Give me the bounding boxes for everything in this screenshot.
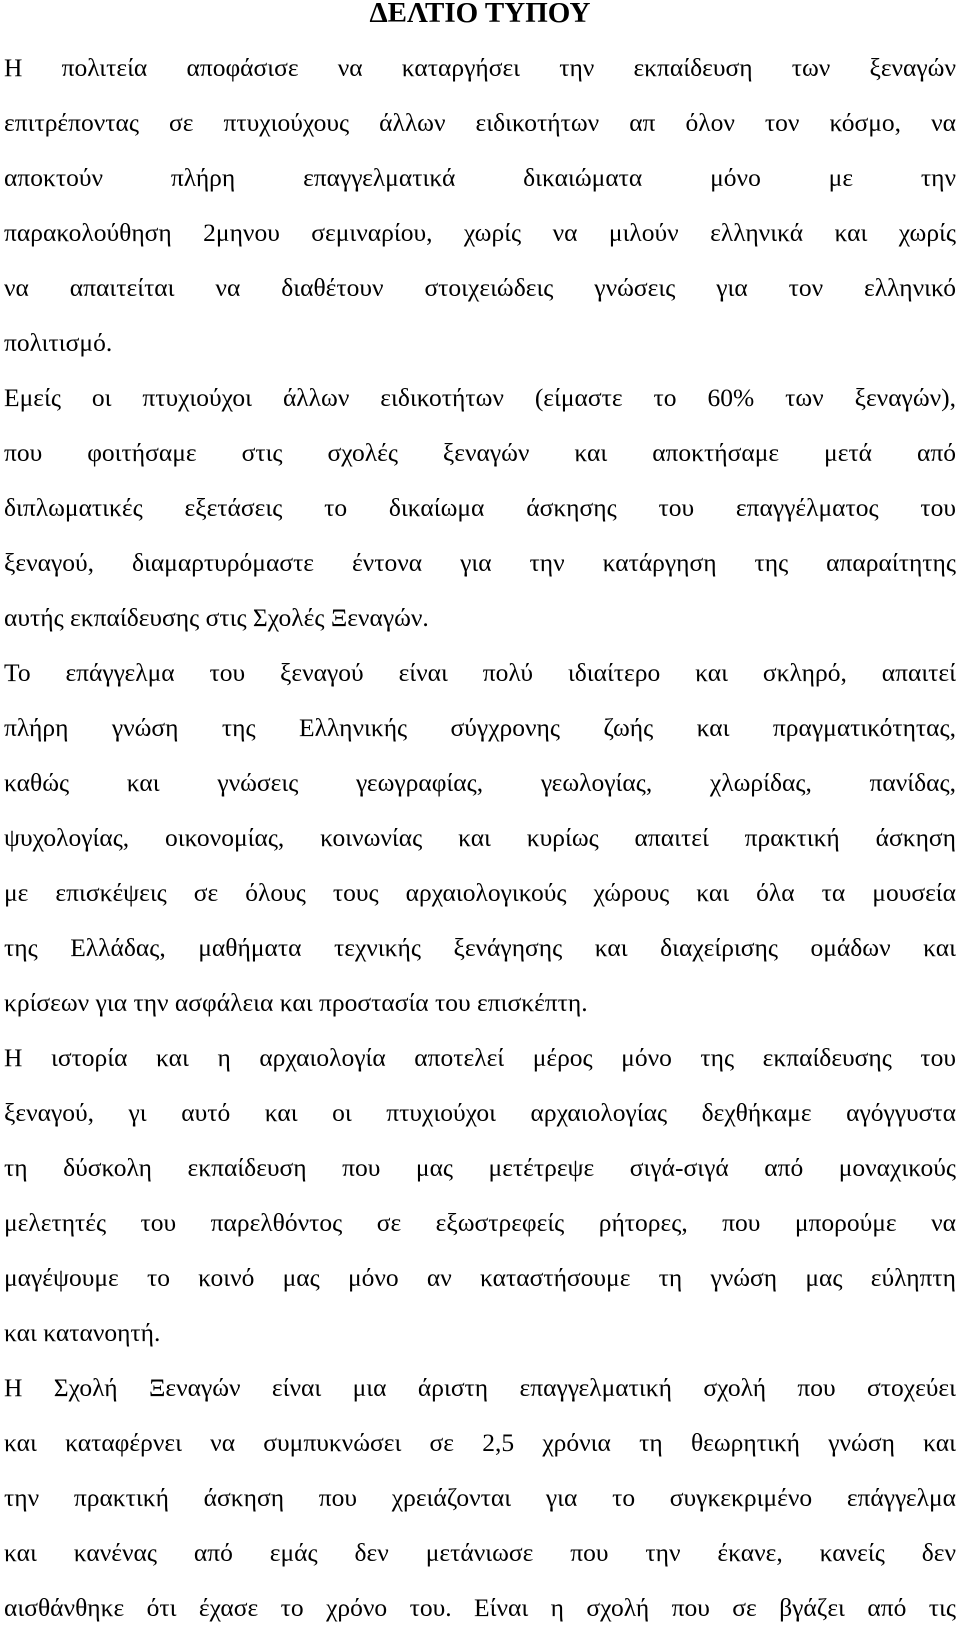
text-line: και καταφέρνει να συμπυκνώσει σε 2,5 χρόνια τη θεωρητική γνώση και xyxy=(4,1428,956,1457)
text-line: πολιτισμό. xyxy=(4,328,113,357)
text-line: ξεναγού, διαμαρτυρόμαστε έντονα για την κατάργηση της απαραίτητης xyxy=(4,548,956,577)
text-line: καθώς και γνώσεις γεωγραφίας, γεωλογίας, χλωρίδας, πανίδας, xyxy=(4,768,956,797)
text-line: Η Σχολή Ξεναγών είναι μια άριστη επαγγελματική σχολή που στοχεύει xyxy=(4,1373,956,1402)
text-line: την πρακτική άσκηση που χρειάζονται για το συγκεκριμένο επάγγελμα xyxy=(4,1483,956,1512)
document-title: ΔΕΛΤΙΟ ΤΥΠΟΥ xyxy=(369,0,591,29)
text-line: ξεναγού, γι αυτό και οι πτυχιούχοι αρχαιολογίας δεχθήκαμε αγόγγυστα xyxy=(4,1098,956,1127)
text-line: πλήρη γνώση της Ελληνικής σύγχρονης ζωής και πραγματικότητας, xyxy=(4,713,956,742)
text-line: αισθάνθηκε ότι έχασε το χρόνο του. Είναι η σχολή που σε βγάζει από τις xyxy=(4,1593,956,1622)
text-line: κρίσεων για την ασφάλεια και προστασία του επισκέπτη. xyxy=(4,988,588,1017)
text-line: να απαιτείται να διαθέτουν στοιχειώδεις γνώσεις για τον ελληνικό xyxy=(4,273,956,302)
text-line: ψυχολογίας, οικονομίας, κοινωνίας και κυρίως απαιτεί πρακτική άσκηση xyxy=(4,823,956,852)
text-line: παρακολούθηση 2μηνου σεμιναρίου, χωρίς να μιλούν ελληνικά και χωρίς xyxy=(4,218,956,247)
text-line: Η πολιτεία αποφάσισε να καταργήσει την εκπαίδευση των ξεναγών xyxy=(4,53,956,82)
text-line: με επισκέψεις σε όλους τους αρχαιολογικούς χώρους και όλα τα μουσεία xyxy=(4,878,956,907)
text-line: μελετητές του παρελθόντος σε εξωστρεφείς ρήτορες, που μπορούμε να xyxy=(4,1208,956,1237)
text-line: τη δύσκολη εκπαίδευση που μας μετέτρεψε σιγά-σιγά από μοναχικούς xyxy=(4,1153,956,1182)
text-line: Εμείς οι πτυχιούχοι άλλων ειδικοτήτων (είμαστε το 60% των ξεναγών), xyxy=(4,383,956,412)
text-line: και κανένας από εμάς δεν μετάνιωσε που την έκανε, κανείς δεν xyxy=(4,1538,956,1567)
text-line: διπλωματικές εξετάσεις το δικαίωμα άσκησης του επαγγέλματος του xyxy=(4,493,956,522)
text-line: επιτρέποντας σε πτυχιούχους άλλων ειδικοτήτων απ όλον τον κόσμο, να xyxy=(4,108,956,137)
text-line: αυτής εκπαίδευσης στις Σχολές Ξεναγών. xyxy=(4,603,429,632)
text-line: Το επάγγελμα του ξεναγού είναι πολύ ιδιαίτερο και σκληρό, απαιτεί xyxy=(4,658,956,687)
text-line: μαγέψουμε το κοινό μας μόνο αν καταστήσουμε τη γνώση μας εύληπτη xyxy=(4,1263,956,1292)
text-line: Η ιστορία και η αρχαιολογία αποτελεί μέρος μόνο της εκπαίδευσης του xyxy=(4,1043,956,1072)
text-line: που φοιτήσαμε στις σχολές ξεναγών και αποκτήσαμε μετά από xyxy=(4,438,956,467)
document-body xyxy=(4,52,956,1647)
text-line: και κατανοητή. xyxy=(4,1318,161,1347)
text-line: της Ελλάδας, μαθήματα τεχνικής ξενάγησης και διαχείρισης ομάδων και xyxy=(4,933,956,962)
text-line: αποκτούν πλήρη επαγγελματικά δικαιώματα μόνο με την xyxy=(4,163,956,192)
